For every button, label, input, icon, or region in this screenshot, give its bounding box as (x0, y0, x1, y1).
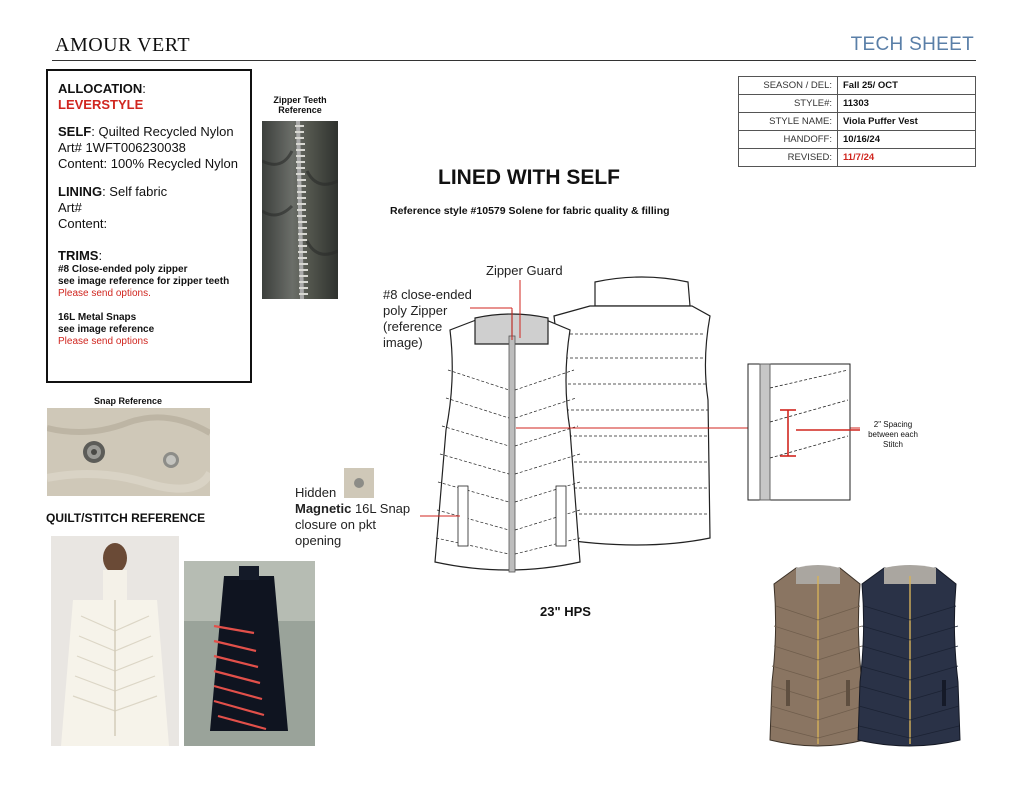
table-row (739, 149, 976, 167)
zipper-callout-line1: #8 close-ended (383, 287, 472, 302)
snap-callout-line2: 16L Snap (351, 501, 411, 516)
quilt-model-photo (51, 536, 179, 746)
trim1-line2: see image reference for zipper teeth (58, 276, 230, 287)
spec-key: HANDOFF: (739, 131, 838, 149)
lining-label: LINING (58, 184, 103, 199)
trim2-line1: 16L Metal Snaps (58, 312, 137, 323)
header-divider (52, 60, 976, 61)
allocation-label: ALLOCATION (58, 81, 143, 96)
allocation-value: LEVERSTYLE (58, 97, 144, 112)
table-row (739, 131, 976, 149)
trim2-note: Please send options (58, 336, 149, 347)
spec-key: STYLE NAME: (739, 113, 838, 131)
trim1-line1: #8 Close-ended poly zipper (58, 264, 188, 275)
spec-key: STYLE#: (739, 95, 838, 113)
spacing-line2: between each (868, 430, 918, 439)
zipper-callout-line3: (reference (383, 319, 443, 334)
quilt-reference-title: QUILT/STITCH REFERENCE (46, 511, 206, 525)
spec-value: 11303 (838, 95, 976, 113)
snap-photo (47, 408, 210, 496)
lining-content: Content: (58, 216, 108, 231)
zipper-caption-line1: Zipper Teeth (273, 95, 327, 105)
snap-thumbnail (344, 468, 374, 498)
length-measurement: 23" HPS (540, 604, 591, 619)
vest-navy-colorway (858, 565, 960, 746)
zipper-teeth-photo (262, 121, 338, 299)
spec-value: Fall 25/ OCT (838, 77, 976, 95)
lining-art: Art# (58, 200, 82, 215)
trim1-note: Please send options. (58, 288, 151, 299)
zipper-caption-line2: Reference (278, 105, 322, 115)
document-type-title: TECH SHEET (850, 34, 974, 55)
spec-value-revised: 11/7/24 (838, 149, 976, 167)
zipper-callout-line4: image) (383, 335, 423, 350)
spec-key: SEASON / DEL: (739, 77, 838, 95)
vest-technical-flats (420, 270, 1000, 610)
zipper-callout-line2: poly Zipper (383, 303, 448, 318)
table-row (739, 77, 976, 95)
stitch-dressform-photo (184, 561, 315, 746)
colorway-renderings (766, 562, 971, 750)
snap-callout-line1: Hidden (295, 485, 337, 500)
table-row (739, 95, 976, 113)
stitch-spacing-detail (748, 364, 860, 500)
trim2-line2: see image reference (58, 324, 155, 335)
table-row (739, 113, 976, 131)
spec-value: 10/16/24 (838, 131, 976, 149)
reference-style-note: Reference style #10579 Solene for fabric quality & filling (390, 205, 670, 217)
brand-logo: AMOUR VERT (55, 34, 191, 56)
spec-key: REVISED: (739, 149, 838, 167)
self-content: Content: 100% Recycled Nylon (58, 156, 238, 171)
snap-reference-caption: Snap Reference (93, 396, 163, 406)
spacing-line3: Stitch (882, 440, 903, 449)
vest-front-view (435, 310, 580, 572)
snap-callout-line3: closure on pkt (295, 517, 376, 532)
spacing-line1: 2" Spacing (873, 420, 913, 429)
self-value: Quilted Recycled Nylon (98, 124, 234, 139)
trims-label: TRIMS (58, 248, 99, 263)
self-art: Art# 1WFT006230038 (58, 140, 186, 155)
vest-brown-colorway (770, 565, 864, 746)
snap-callout-line4: opening (295, 533, 342, 548)
self-label: SELF (58, 124, 92, 139)
zipper-guard-callout: Zipper Guard (486, 263, 563, 278)
allocation-panel: ALLOCATION: LEVERSTYLE SELF: Quilted Recycled Nylon Art# 1WFT006230038 Content: 100% Recycled Nylon LINING: Self fabric Art# Content: TRIMS: #8 Close-ended poly zipper see image reference for zipper teeth Please send options. 16L Metal Snaps see image reference Please send options (46, 69, 252, 383)
lining-value: Self fabric (109, 184, 168, 199)
lining-title: LINED WITH SELF (438, 166, 620, 189)
spec-table (738, 76, 976, 167)
snap-callout-magnetic: Magnetic (295, 501, 352, 516)
spec-value: Viola Puffer Vest (838, 113, 976, 131)
zipper-reference-caption (262, 95, 338, 115)
